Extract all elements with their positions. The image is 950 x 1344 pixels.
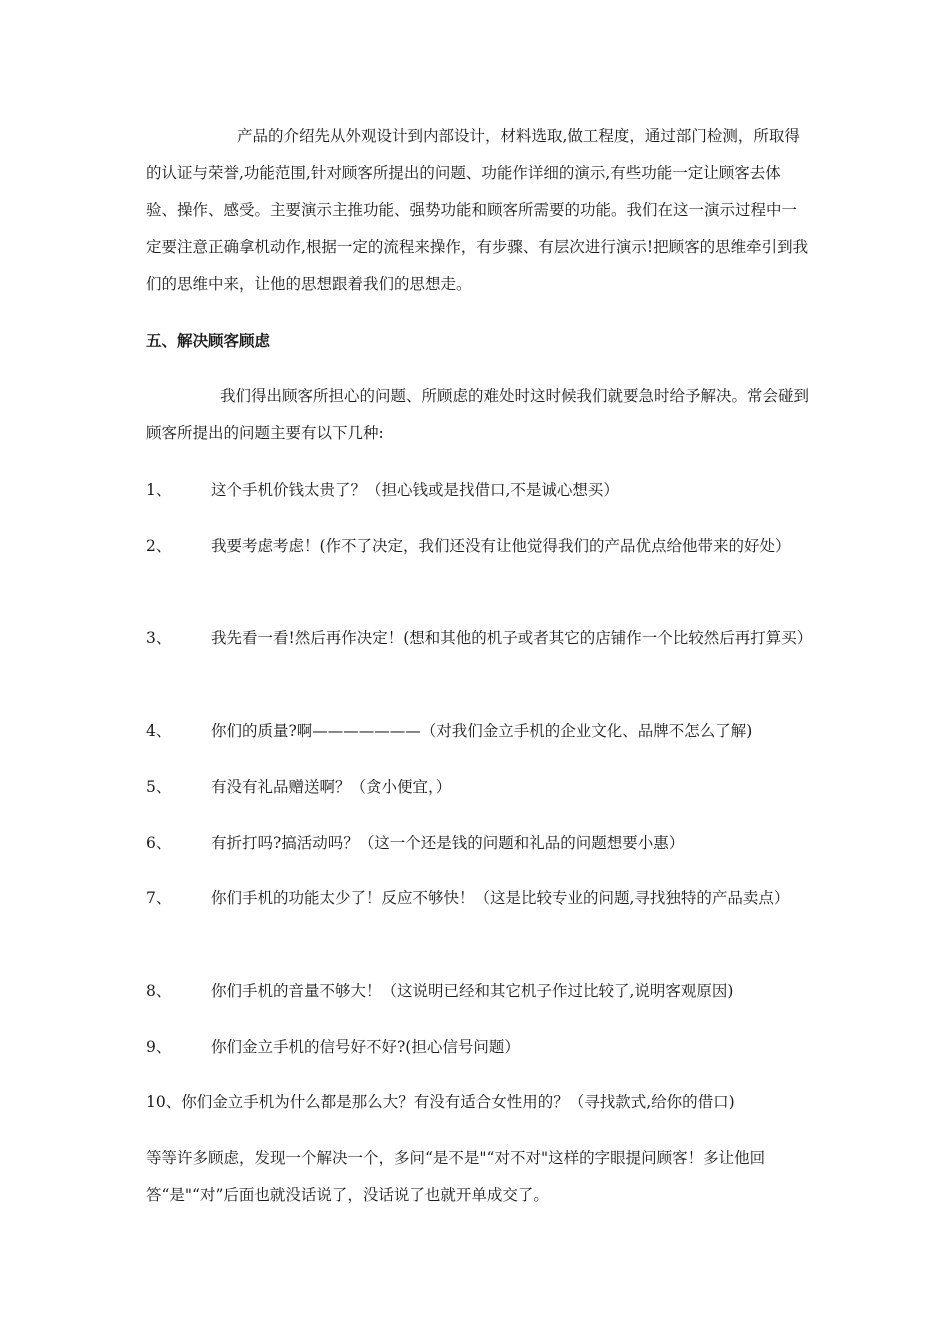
section-heading: 五、解决顾客顾虑 [146,331,271,350]
list-item-text: 有没有礼品赠送啊？（贪小便宜，） [211,778,452,796]
list-item-number: 2、 [146,537,172,555]
list-item-text: 我要考虑考虑！(作不了决定，我们还没有让他觉得我们的产品优点给他带来的好处） [211,537,791,555]
list-item-number: 8、 [146,982,172,1000]
list-item [146,713,810,750]
list-item-number: 7、 [146,889,172,907]
list-item-number: 1、 [146,481,172,499]
list-item-number: 3、 [146,629,172,647]
list-item-text: 你们手机的功能太少了！反应不够快！（这是比较专业的问题,寻找独特的产品卖点） [211,889,790,907]
list-item [146,769,810,806]
list-item [146,825,810,862]
list-item-number: 9、 [146,1038,172,1056]
conclusion-paragraph: 等等许多顾虑，发现一个解决一个，多问“是不是"“对不对"这样的字眼提问顾客！多让他回答“是"“对”后面也就没话说了，没话说了也就开单成交了。 [146,1149,766,1204]
list-item [146,973,810,1010]
list-item-text: 有折打吗?搞活动吗？（这一个还是钱的问题和礼品的问题想要小惠） [211,834,685,852]
list-item-10: 10、你们金立手机为什么都是那么大？有没有适合女性用的？（寻找款式,给你的借口) [146,1093,735,1111]
list-item-number: 5、 [146,778,172,796]
list-item [146,620,813,657]
list-item-text: 你们手机的音量不够大！（这说明已经和其它机子作过比较了,说明客观原因) [211,982,734,1000]
list-item-number: 6、 [146,834,172,852]
list-item-text: 你们的质量?啊———————（对我们金立手机的企业文化、品牌不怎么了解) [211,722,753,740]
list-item [146,528,810,565]
list-item [146,880,810,917]
list-item-text: 你们金立手机的信号好不好?(担心信号问题） [211,1038,520,1056]
list-item [146,472,810,509]
section-intro-paragraph: 我们得出顾客所担心的问题、所顾虑的难处时这时候我们就要急时给予解决。常会碰到顾客所提出的问题主要有以下几种: [146,387,810,442]
list-item [146,1029,810,1066]
list-item-text: 这个手机价钱太贵了？（担心钱或是找借口,不是诚心想买） [211,481,619,499]
list-item-number: 4、 [146,722,172,740]
intro-paragraph: 产品的介绍先从外观设计到内部设计，材料选取,做工程度，通过部门检测，所取得的认证与荣誉,功能范围,针对顾客所提出的问题、功能作详细的演示,有些功能一定让顾客去体验、操作、感受。主要演示主推功能、强势功能和顾客所需要的功能。我们在这一演示过程中一定要注意正确拿机动作,根据一定的流程来操作，有步骤、有层次进行演示!把顾客的思维牵引到我们的思维中来，让他的思想跟着我们的思想走。 [146,127,809,293]
list-item-text: 我先看一看!然后再作决定！(想和其他的机子或者其它的店铺作一个比较然后再打算买） [211,629,813,647]
